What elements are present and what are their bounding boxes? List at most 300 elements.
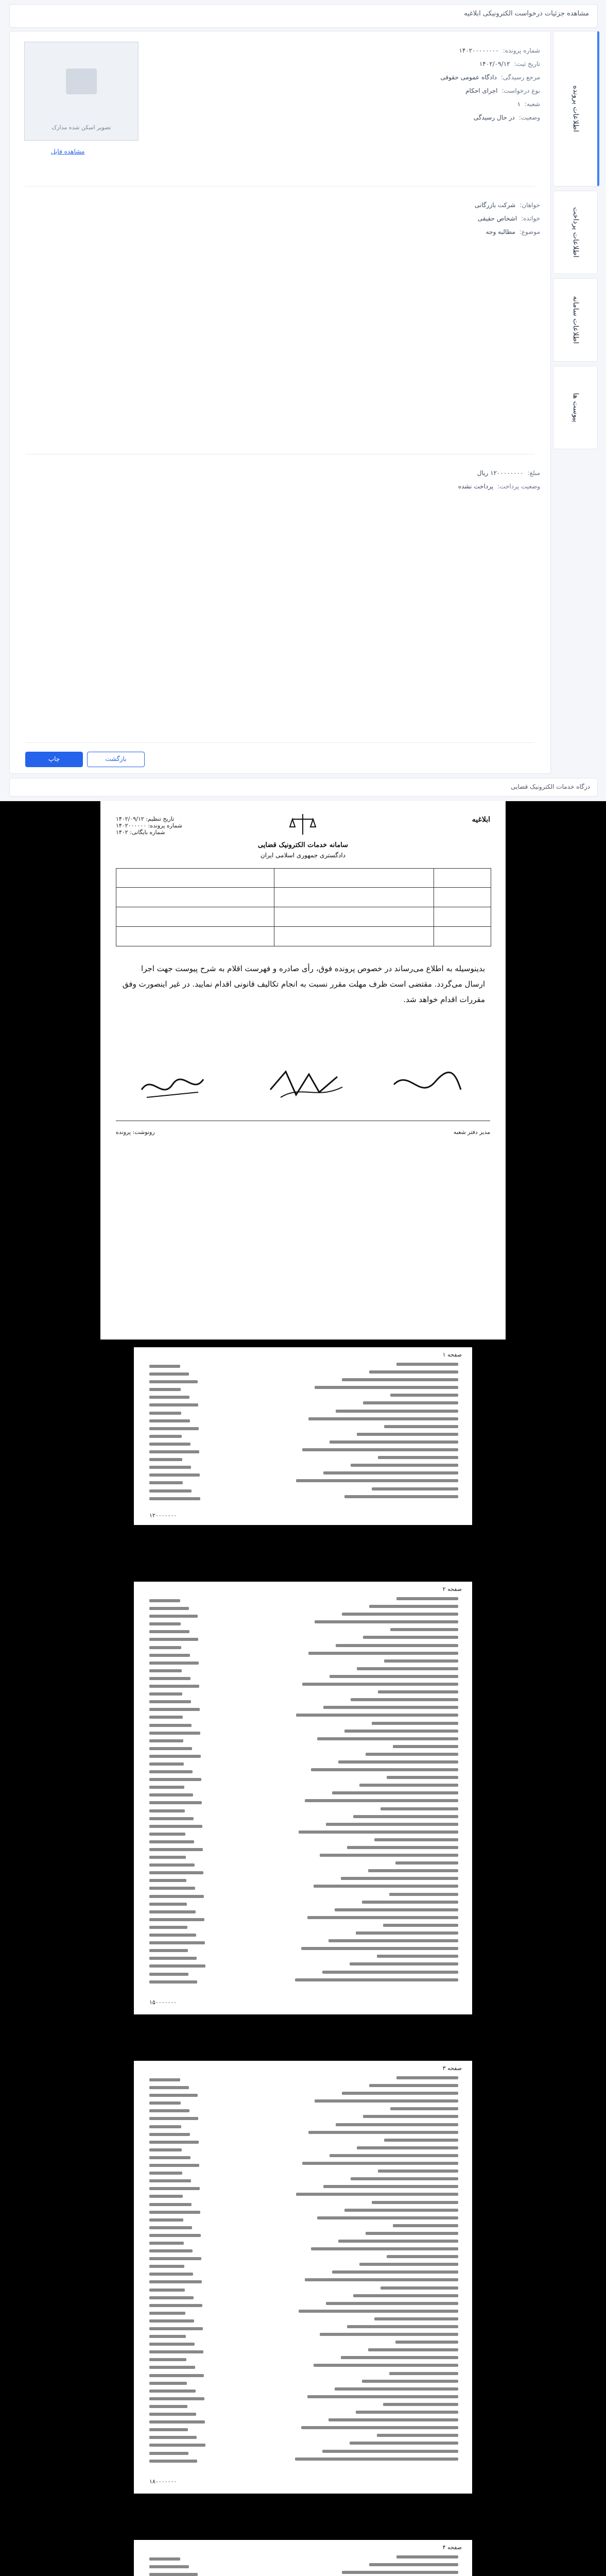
list-line — [263, 1471, 458, 1479]
text-line-bar — [326, 1823, 458, 1826]
list-line — [263, 1823, 458, 1831]
text-line-bar — [347, 2325, 458, 2328]
list-line — [263, 2084, 458, 2092]
list-page-total: ۱۲۰۰۰۰۰۰۰ — [149, 1512, 177, 1519]
text-line-bar — [315, 2099, 458, 2103]
list-line — [263, 2294, 458, 2302]
text-line-bar — [393, 2224, 458, 2227]
detail-value: ۱۴۰۲۰۰۰۰۰۰۰۰ — [459, 47, 499, 54]
text-line-bar — [374, 1838, 458, 1841]
text-line-bar — [149, 1365, 180, 1368]
list-line — [149, 2317, 252, 2325]
text-line-bar — [389, 2372, 458, 2375]
text-line-bar — [149, 2405, 187, 2408]
list-line — [263, 2240, 458, 2247]
text-line-bar — [149, 2125, 181, 2128]
text-line-bar — [301, 1947, 458, 1950]
list-line — [263, 2193, 458, 2200]
list-col-items — [263, 2555, 458, 2576]
list-col-items — [263, 2076, 458, 2465]
text-line-bar — [383, 2403, 458, 2406]
list-line — [149, 1363, 252, 1370]
text-line-bar — [149, 2444, 205, 2447]
text-line-bar — [149, 1848, 203, 1851]
list-line — [263, 1448, 458, 1456]
list-col-amounts — [149, 1363, 252, 1503]
list-line — [149, 2162, 252, 2170]
list-line — [263, 1861, 458, 1869]
list-line — [149, 2216, 252, 2224]
text-line-bar — [301, 2426, 458, 2429]
text-line-bar — [149, 1412, 181, 1415]
text-line-bar — [149, 1419, 190, 1422]
list-line — [263, 1831, 458, 1838]
list-line — [263, 1978, 458, 1986]
list-line — [149, 1962, 252, 1970]
list-col-items — [263, 1363, 458, 1503]
text-line-bar — [302, 1683, 458, 1686]
print-button[interactable]: چاپ — [25, 752, 83, 767]
text-line-bar — [149, 2234, 201, 2237]
detail-row — [272, 87, 540, 98]
list-line — [263, 2170, 458, 2177]
list-line — [263, 2348, 458, 2356]
list-col-amounts — [149, 2555, 252, 2576]
list-line — [149, 1714, 252, 1721]
text-line-bar — [149, 2218, 183, 2222]
list-line — [263, 1753, 458, 1760]
text-line-bar — [357, 1433, 458, 1436]
text-line-bar — [149, 2319, 194, 2323]
text-line-bar — [149, 2164, 199, 2167]
list-line — [263, 1908, 458, 1916]
text-line-bar — [149, 2187, 200, 2190]
text-line-bar — [149, 1918, 204, 1921]
text-line-bar — [149, 1646, 181, 1649]
list-line — [149, 1908, 252, 1916]
list-line — [149, 2107, 252, 2115]
detail-row — [272, 201, 540, 213]
text-line-bar — [342, 1378, 458, 1381]
list-line — [149, 1675, 252, 1683]
list-line — [149, 1417, 252, 1425]
list-page — [134, 2540, 472, 2576]
list-line — [263, 2146, 458, 2154]
text-line-bar — [149, 2141, 199, 2144]
text-line-bar — [383, 1924, 458, 1927]
list-line — [149, 1690, 252, 1698]
text-line-bar — [351, 1698, 458, 1701]
tab-case-info[interactable] — [553, 31, 599, 187]
text-line-bar — [332, 2270, 458, 2274]
text-line-bar — [149, 2358, 186, 2361]
text-line-bar — [149, 1450, 199, 1453]
text-line-bar — [305, 1799, 458, 1802]
list-line — [263, 2450, 458, 2458]
text-line-bar — [374, 2317, 458, 2320]
text-line-bar — [369, 2563, 458, 2566]
list-line — [263, 1768, 458, 1776]
text-line-bar — [149, 1739, 183, 1742]
list-line — [149, 1605, 252, 1613]
text-line-bar — [311, 1768, 458, 1771]
list-line — [149, 1448, 252, 1456]
text-line-bar — [149, 1427, 199, 1430]
list-line — [263, 2426, 458, 2434]
list-line — [263, 1620, 458, 1628]
back-button[interactable]: بازگشت — [87, 752, 145, 767]
text-line-bar — [149, 2343, 195, 2346]
text-line-bar — [314, 1885, 458, 1888]
text-line-bar — [149, 1747, 192, 1750]
list-line — [263, 2302, 458, 2310]
text-line-bar — [387, 2255, 458, 2258]
detail-label: شماره پرونده: — [503, 47, 540, 54]
text-line-bar — [330, 2154, 458, 2157]
text-line-bar — [149, 1949, 188, 1952]
list-line — [149, 1479, 252, 1487]
list-line — [263, 1815, 458, 1823]
text-line-bar — [342, 2092, 458, 2095]
footer-text: درگاه خدمات الکترونیک قضایی — [511, 783, 590, 790]
view-file-label[interactable]: مشاهده فایل — [51, 148, 85, 155]
list-line — [149, 1854, 252, 1861]
text-line-bar — [149, 1895, 204, 1898]
list-line — [149, 2387, 252, 2395]
list-line — [149, 1971, 252, 1978]
text-line-bar — [149, 2350, 203, 2353]
text-line-bar — [149, 2436, 197, 2439]
list-line — [149, 1644, 252, 1652]
text-line-bar — [323, 1471, 458, 1475]
list-line — [263, 2411, 458, 2418]
list-line — [263, 2255, 458, 2263]
list-line — [149, 1722, 252, 1730]
text-line-bar — [149, 1786, 184, 1789]
detail-value: دادگاه عمومی حقوقی — [440, 74, 497, 81]
text-line-bar — [296, 1479, 458, 1482]
text-line-bar — [149, 2148, 182, 2151]
detail-value: ۱ — [517, 100, 521, 108]
list-line — [149, 1440, 252, 1448]
text-line-bar — [338, 1760, 458, 1764]
text-line-bar — [380, 1807, 458, 1810]
list-line — [149, 1706, 252, 1714]
text-line-bar — [149, 1638, 198, 1641]
list-line — [263, 2107, 458, 2115]
list-line — [149, 1846, 252, 1854]
text-line-bar — [350, 2442, 458, 2445]
text-line-bar — [149, 1677, 191, 1680]
text-line-bar — [149, 1497, 200, 1500]
list-line — [149, 2084, 252, 2092]
text-line-bar — [149, 1973, 188, 1976]
tab-label: اطلاعات پرداخت — [571, 207, 580, 258]
list-line — [149, 1425, 252, 1433]
text-line-bar — [299, 2310, 458, 2313]
list-line — [149, 1464, 252, 1471]
list-line — [263, 2224, 458, 2232]
text-line-bar — [149, 2102, 181, 2105]
text-line-bar — [149, 2452, 188, 2455]
list-line — [149, 1823, 252, 1831]
list-line — [149, 1877, 252, 1885]
list-line — [263, 1644, 458, 1652]
list-line — [263, 2372, 458, 2380]
text-line-bar — [368, 1869, 458, 1872]
text-line-bar — [307, 1916, 458, 1919]
detail-label: مرجع رسیدگی: — [500, 74, 540, 81]
text-line-bar — [149, 2203, 192, 2206]
list-line — [263, 2177, 458, 2185]
list-line — [263, 1698, 458, 1706]
list-line — [263, 1784, 458, 1791]
detail-value: شرکت بازرگانی — [474, 201, 516, 209]
text-line-bar — [377, 2434, 458, 2437]
text-line-bar — [149, 1879, 186, 1882]
list-line — [263, 2232, 458, 2240]
list-line — [149, 1730, 252, 1737]
list-line — [263, 1745, 458, 1753]
list-line — [263, 1714, 458, 1721]
list-line — [149, 1667, 252, 1675]
text-line-bar — [149, 1801, 202, 1804]
text-line-bar — [372, 1722, 458, 1725]
list-line — [149, 1636, 252, 1643]
detail-label: مبلغ: — [527, 469, 540, 477]
text-line-bar — [149, 1980, 197, 1984]
text-line-bar — [336, 1644, 458, 1647]
text-line-bar — [149, 2327, 203, 2330]
text-line-bar — [322, 2450, 458, 2453]
text-line-bar — [390, 2107, 458, 2110]
text-line-bar — [315, 1386, 458, 1389]
detail-value: اجرای احکام — [465, 87, 498, 94]
text-line-bar — [351, 2177, 458, 2180]
text-line-bar — [362, 1901, 458, 1904]
text-line-bar — [149, 1840, 194, 1843]
detail-row — [272, 469, 540, 481]
list-line — [149, 2146, 252, 2154]
list-line — [149, 2170, 252, 2177]
text-line-bar — [149, 1380, 198, 1383]
text-line-bar — [149, 2249, 193, 2252]
text-line-bar — [149, 2397, 204, 2400]
text-line-bar — [330, 1675, 458, 1678]
list-line — [263, 1675, 458, 1683]
text-line-bar — [149, 1809, 185, 1812]
list-line — [149, 1659, 252, 1667]
text-line-bar — [356, 1931, 458, 1935]
list-line — [263, 1417, 458, 1425]
text-line-bar — [396, 2555, 458, 2558]
detail-value: ۱۲۰۰۰۰۰۰۰۰ ریال — [477, 469, 524, 477]
list-line — [149, 2434, 252, 2442]
list-line — [263, 1791, 458, 1799]
list-line — [149, 1698, 252, 1706]
list-line — [263, 1877, 458, 1885]
list-line — [263, 1628, 458, 1636]
text-line-bar — [149, 2557, 180, 2561]
list-page-header: صفحه ۱ — [442, 1351, 462, 1358]
list-line — [263, 2571, 458, 2576]
list-line — [149, 2302, 252, 2310]
text-line-bar — [396, 1363, 458, 1366]
list-line — [149, 2139, 252, 2146]
list-line — [263, 1464, 458, 1471]
text-line-bar — [308, 1417, 458, 1420]
list-col-items — [263, 1597, 458, 1986]
text-line-bar — [149, 2226, 192, 2229]
text-line-bar — [344, 2209, 458, 2212]
list-line — [263, 2286, 458, 2294]
signature-1 — [136, 1069, 209, 1105]
list-line — [263, 1924, 458, 1931]
text-line-bar — [149, 2094, 198, 2097]
list-line — [149, 1768, 252, 1776]
list-line — [263, 2123, 458, 2131]
list-line — [149, 1401, 252, 1409]
text-line-bar — [395, 1861, 458, 1865]
text-line-bar — [149, 2312, 185, 2315]
text-line-bar — [363, 2115, 458, 2118]
list-line — [263, 1807, 458, 1815]
list-line — [149, 2232, 252, 2240]
list-line — [149, 2341, 252, 2348]
app-screen — [0, 0, 606, 801]
list-line — [263, 1916, 458, 1924]
footer-bar — [9, 778, 598, 796]
text-line-bar — [326, 2302, 458, 2305]
list-page-total: ۱۸۰۰۰۰۰۰۰ — [149, 2478, 177, 2485]
text-line-bar — [149, 1926, 187, 1929]
list-line — [149, 1487, 252, 1495]
list-line — [149, 1869, 252, 1877]
text-line-bar — [149, 1388, 181, 1391]
list-line — [263, 1613, 458, 1620]
thumbnail-caption: تصویر اسکن شده مدارک — [51, 124, 111, 131]
text-line-bar — [350, 1962, 458, 1965]
text-line-bar — [320, 1854, 458, 1857]
text-line-bar — [369, 1605, 458, 1608]
list-line — [149, 1784, 252, 1791]
header-line: شماره پرونده: ۱۴۰۲۰۰۰۰۰۰ — [116, 822, 182, 829]
document-thumbnail[interactable] — [24, 42, 138, 141]
detail-row — [272, 483, 540, 494]
list-line — [149, 1861, 252, 1869]
text-line-bar — [149, 1692, 182, 1696]
text-line-bar — [149, 1903, 187, 1906]
text-line-bar — [384, 1659, 458, 1663]
list-line — [149, 2356, 252, 2364]
list-line — [149, 1815, 252, 1823]
list-line — [149, 2131, 252, 2139]
text-line-bar — [149, 2156, 191, 2159]
text-line-bar — [311, 2247, 458, 2250]
text-line-bar — [149, 2273, 193, 2276]
list-line — [149, 1916, 252, 1924]
list-line — [149, 2348, 252, 2356]
page-title: مشاهده جزئیات درخواست الکترونیکی ابلاغیه — [464, 10, 589, 18]
list-line — [149, 2255, 252, 2263]
text-line-bar — [351, 1464, 458, 1467]
text-line-bar — [149, 1473, 200, 1477]
text-line-bar — [308, 2131, 458, 2134]
letter-footer-right: مدیر دفتر شعبه — [453, 1129, 490, 1136]
text-line-bar — [328, 2418, 458, 2421]
list-line — [263, 1955, 458, 1962]
text-line-bar — [347, 1846, 458, 1849]
detail-value: پرداخت نشده — [458, 483, 494, 490]
text-line-bar — [149, 1863, 195, 1867]
list-line — [263, 1947, 458, 1955]
text-line-bar — [299, 1831, 458, 1834]
list-line — [263, 2162, 458, 2170]
text-line-bar — [368, 2348, 458, 2351]
text-line-bar — [149, 1372, 189, 1376]
list-line — [149, 2426, 252, 2434]
list-line — [263, 1636, 458, 1643]
text-line-bar — [149, 1825, 202, 1828]
list-line — [149, 1753, 252, 1760]
text-line-bar — [149, 1964, 205, 1968]
text-line-bar — [149, 2304, 202, 2307]
list-line — [263, 1901, 458, 1908]
text-line-bar — [378, 1690, 458, 1693]
tab-payment-info[interactable] — [553, 191, 598, 274]
text-line-bar — [317, 1737, 458, 1740]
list-line — [263, 2387, 458, 2395]
org-subtitle: دادگستری جمهوری اسلامی ایران — [260, 852, 346, 859]
text-line-bar — [387, 1776, 458, 1779]
list-line — [149, 1456, 252, 1464]
list-line — [263, 1893, 458, 1901]
text-line-bar — [149, 2366, 195, 2369]
list-line — [263, 1799, 458, 1807]
text-line-bar — [353, 2294, 458, 2297]
list-line — [263, 2395, 458, 2403]
text-line-bar — [341, 2356, 458, 2359]
text-line-bar — [363, 1401, 458, 1404]
text-line-bar — [296, 2193, 458, 2196]
list-line — [149, 2325, 252, 2333]
list-line — [149, 1378, 252, 1386]
text-line-bar — [357, 1667, 458, 1670]
list-line — [263, 2139, 458, 2146]
list-line — [263, 1659, 458, 1667]
text-line-bar — [149, 1615, 198, 1618]
list-line — [149, 2263, 252, 2270]
tab-attachments[interactable] — [553, 366, 598, 449]
view-file-link[interactable] — [51, 146, 84, 156]
detail-value: ۱۴۰۲/۰۹/۱۲ — [479, 60, 510, 67]
text-line-bar — [330, 1440, 458, 1444]
list-line — [149, 2209, 252, 2216]
text-line-bar — [149, 1489, 192, 1493]
text-line-bar — [149, 2172, 182, 2175]
list-line — [149, 1791, 252, 1799]
list-page-total: ۱۵۰۰۰۰۰۰۰ — [149, 1999, 177, 2006]
text-line-bar — [149, 1934, 196, 1937]
text-line-bar — [296, 1714, 458, 1717]
list-line — [263, 1410, 458, 1417]
side-tabs — [553, 31, 597, 773]
text-line-bar — [149, 1887, 195, 1890]
tab-system-info[interactable] — [553, 278, 598, 362]
text-line-bar — [315, 1620, 458, 1623]
text-line-bar — [384, 1425, 458, 1428]
text-line-bar — [149, 2280, 202, 2283]
